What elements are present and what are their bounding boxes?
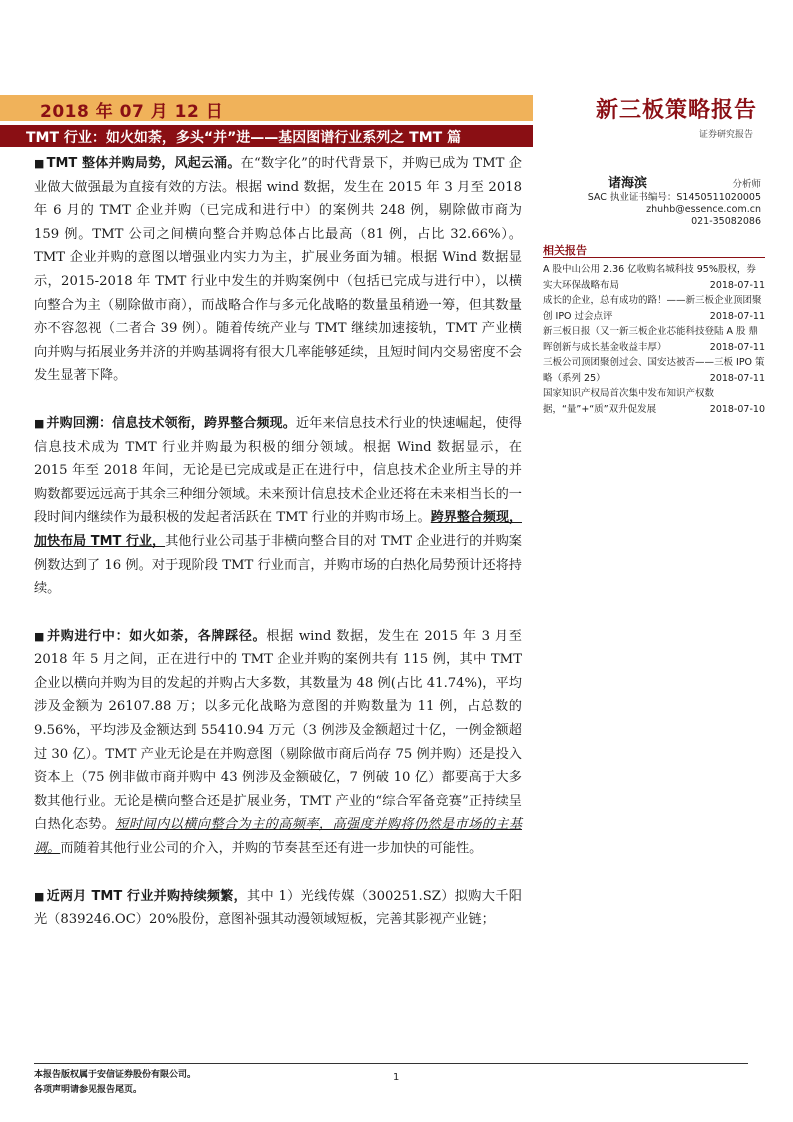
footer-statement: 各项声明请参见报告尾页。 [34, 1085, 143, 1095]
analyst-contact [588, 192, 761, 228]
report-type: 新三板策略报告 [595, 98, 757, 123]
highlight-text: 跨界整合频现，加快布局 TMT 行业， [34, 510, 522, 549]
paragraph-retrospect [34, 412, 522, 601]
paragraph-lead: 近两月 TMT 行业并购持续频繁， [46, 888, 247, 904]
analyst-cert: SAC 执业证书编号：S1450511020005 [587, 192, 761, 203]
square-bullet-icon: ■ [34, 889, 45, 903]
square-bullet-icon: ■ [34, 416, 45, 430]
analyst-phone: 021-35082086 [691, 216, 761, 227]
analyst-name: 诸海滨 [608, 176, 648, 191]
square-bullet-icon: ■ [34, 629, 46, 643]
page-number: 1 [393, 1072, 400, 1083]
paragraph-overview [34, 152, 522, 388]
related-report-item[interactable]: 成长的企业，总有成功的路！——新三板企业顶团聚创 IPO 过会点评 2018-07-11 [543, 293, 765, 324]
paragraph-text: 其中 1）光线传媒（300251.SZ）拟购大千阳光（839246.OC）20%股份，意图补强其动漫领域短板，完善其影视产业链； [34, 888, 522, 928]
paragraph-text: 在“数字化”的时代背景下，并购已成为 TMT 企业做大做强最为直接有效的方法。根据 wind 数据，发生在 2015 年 3 月至 2018 年 6 月的 TMT 企业并购（已完成和进行中）的案例共 248 例，剔除做市商为 159 例。TMT 公司之间横向整合并购总体占比最高（81 例，占比 32.66%）。TMT 企业并购的意图以增强业内实力为主，扩展业务面为辅。根据 Wind 数据显示，2015-2018 年 TMT 行业中发生的并购案例中（包括已完成与进行中），以横向整合为主（剔除做市商），而战略合作与多元化战略的数量虽稍逊一筹，但其数量亦不容忽视（二者合 39 例）。随着传统产业与 TMT 继续加速接轨，TMT 产业横向并购与拓展业务并济的并购基调将有很大几率能够延续，且短时间内交易密度不会发生显著下降。 [34, 156, 522, 384]
report-subtype: 证券研究报告 [698, 130, 753, 140]
paragraph-lead: 并购进行中：如火如荼，各牌踩径。 [47, 628, 267, 644]
related-reports-list [543, 262, 765, 417]
related-report-item[interactable]: 国家知识产权局首次集中发布知识产权数据，“量”+“质”双升促发展 2018-07-10 [543, 386, 765, 417]
related-reports-divider [543, 257, 765, 258]
paragraph-text: 其他行业公司基于非横向整合目的对 TMT 企业进行的并购案例数达到了 16 例。对于现阶段 TMT 行业而言，并购市场的白热化局势预计还将持续。 [34, 533, 522, 597]
main-body [34, 152, 522, 956]
paragraph-text: 近年来信息技术行业的快速崛起，使得信息技术成为 TMT 行业并购最为积极的细分领域。根据 Wind 数据显示，在 2015 年至 2018 年间，无论是已完成或是正在进行中，信息技术企业所主导的并购数都要远远高于其余三种细分领域。未来预计信息技术企业还将在未来相当长的一段时间内继续作为最积极的发起者活跃在 TMT 行业的并购市场上。 [34, 415, 522, 526]
related-report-item[interactable]: A 股中山公用 2.36 亿收购名城科技 95%股权，券实大环保战略布局 2018-07-11 [543, 262, 765, 293]
emphasis-text: 短时间内以横向整合为主的高频率，高强度并购将仍然是市场的主基调。 [34, 817, 523, 857]
paragraph-lead: TMT 整体并购局势，风起云涌。 [46, 156, 241, 171]
paragraph-recent [34, 885, 522, 932]
related-reports-title: 相关报告 [543, 244, 587, 257]
related-report-item[interactable]: 三板公司顶团聚创过会、国安达被否——三板 IPO 策略（系列 25） 2018-07-11 [543, 355, 765, 386]
related-report-item[interactable]: 新三板日报（又一新三板企业芯能科技登陆 A 股 鼎晖创新与成长基金收益丰厚） 2018-07-11 [543, 324, 765, 355]
footer-copyright: 本报告版权属于安信证券股份有限公司。 [34, 1070, 197, 1080]
paragraph-in-progress [34, 625, 522, 861]
analyst-role: 分析师 [732, 179, 761, 190]
footer-divider [34, 1063, 748, 1064]
square-bullet-icon: ■ [34, 157, 45, 170]
report-title: TMT 行业：如火如荼，多头“并”进——基因图谱行业系列之 TMT 篇 [26, 130, 462, 146]
paragraph-text: 根据 wind 数据，发生在 2015 年 3 月至 2018 年 5 月之间，正在进行中的 TMT 企业并购的案例共有 115 例，其中 TMT 企业以横向并购为目的发起的并购占大多数，其数量为 48 例(占比 41.74%)，平均涉及金额为 26107.88 万；以多元化战略为意图的并购数量为 11 例，占总数的 9.56%，平均涉及金额达到 55410.94 万元（3 例涉及金额超过十亿，一例金额超过 30 亿）。TMT 产业无论是在并购意图（剔除做市商后尚存 75 例并购）还是投入资本上（75 例非做市商并购中 43 例涉及金额破亿，7 例破 10 亿）都要高于大多数其他行业。无论是横向整合还是扩展业务，TMT 产业的“综合军备竞赛”正持续呈白热化态势。 [34, 628, 522, 833]
paragraph-text: 而随着其他行业公司的介入，并购的节奏甚至还有进一步加快的可能性。 [60, 841, 483, 857]
footer-disclaimer [34, 1068, 196, 1098]
analyst-email[interactable]: zhuhb@essence.com.cn [646, 204, 761, 215]
report-date: 2018 年 07 月 12 日 [40, 102, 224, 122]
paragraph-lead: 并购回溯：信息技术领衔，跨界整合频现。 [46, 415, 296, 431]
